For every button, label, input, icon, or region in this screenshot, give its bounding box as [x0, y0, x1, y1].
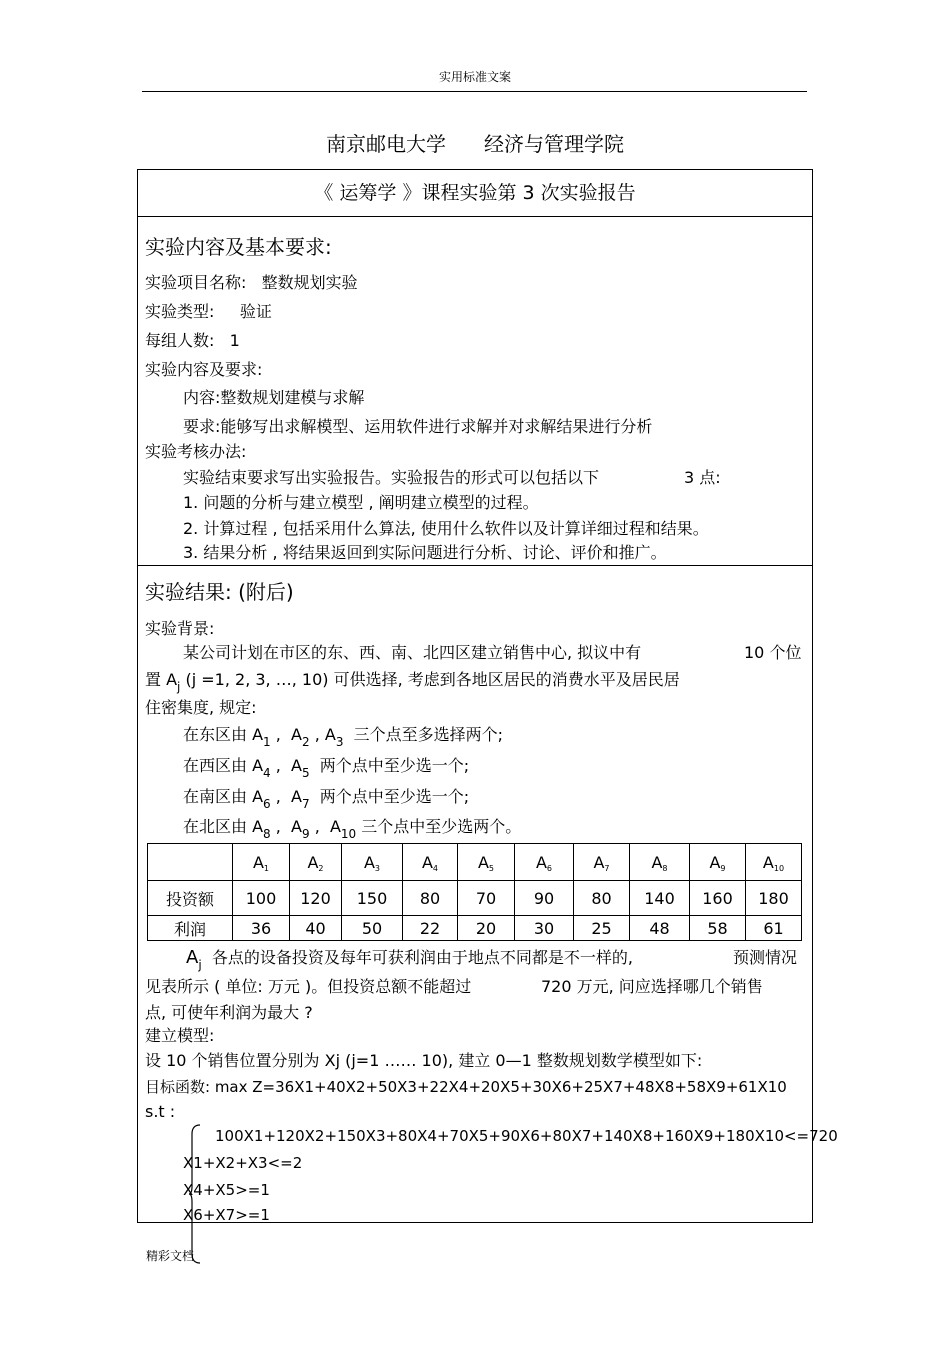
constraint-brace-icon: [188, 1124, 202, 1264]
page-header: 实用标准文案: [438, 70, 511, 84]
table-corner-cell: [148, 844, 233, 881]
rule-west: 在西区由 $A_4$ , $A_5$ 两个点中至少选一个;: [183, 756, 470, 780]
objective-function: 目标函数: max Z=36X1+40X2+50X3+22X4+20X5+30X6+25X7+48X8+58X9+61X10: [145, 1078, 787, 1096]
header-cell: A1: [233, 844, 290, 881]
investment-table: [147, 843, 802, 941]
table-cell: 40: [290, 916, 342, 941]
report-title: 《 运筹学 》课程实验第 3 次实验报告: [138, 170, 812, 217]
point-2: 2. 计算过程 , 包括采用什么算法, 使用什么软件以及计算详细过程和结果。: [183, 519, 709, 538]
point-1: 1. 问题的分析与建立模型 , 阐明建立模型的过程。: [183, 493, 539, 512]
school-dept: 经济与管理学院: [484, 132, 624, 156]
rule-north: 在北区由 $A_8$ , $A_9$ , $A_{10}$ 三个点中至少选两个。: [183, 817, 522, 841]
table-cell: 150: [342, 881, 403, 916]
header-cell: A8: [630, 844, 690, 881]
constraint-2: X1+X2+X3<=2: [183, 1154, 303, 1172]
table-cell: 30: [515, 916, 574, 941]
table-cell: 180: [746, 881, 802, 916]
header-cell: A10: [746, 844, 802, 881]
table-cell: 36: [233, 916, 290, 941]
header-cell: A2: [290, 844, 342, 881]
after-table-line-3: 点, 可使年利润为最大 ?: [145, 1003, 313, 1022]
table-cell: 20: [458, 916, 515, 941]
req-label: 实验内容及要求:: [145, 360, 263, 379]
group-row: 每组人数: 1: [145, 331, 240, 350]
after-table-line-1: $A_j$ 各点的设备投资及每年可获利润由于地点不同都是不一样的,: [186, 947, 633, 972]
content-line: 内容:整数规划建模与求解: [183, 388, 365, 407]
point-3: 3. 结果分析 , 将结果返回到实际问题进行分析、讨论、评价和推广。: [183, 543, 667, 562]
background-label: 实验背景:: [145, 619, 215, 638]
rule-south: 在南区由 $A_6$ , $A_7$ 两个点中至少选一个;: [183, 787, 470, 811]
constraint-4: X6+X7>=1: [183, 1206, 270, 1224]
assess-count: 3 点:: [684, 468, 721, 487]
header-cell: A9: [690, 844, 746, 881]
table-cell: 61: [746, 916, 802, 941]
row-label: 利润: [148, 916, 233, 941]
header-cell: A6: [515, 844, 574, 881]
model-line: 设 10 个销售位置分别为 Xj (j=1 …… 10), 建立 0—1 整数规划数学模型如下:: [145, 1051, 703, 1070]
header-cell: A5: [458, 844, 515, 881]
type-row: 实验类型: 验证: [145, 302, 272, 321]
after-table-line-2b: 720 万元, 问应选择哪几个销售: [541, 977, 763, 996]
section-divider: [138, 565, 812, 566]
background-line-3: 住密集度, 规定:: [145, 698, 257, 717]
background-line-2: 置 $A_j$ (j =1, 2, 3, …, 10) 可供选择, 考虑到各地区居民的消费水平及居民居: [145, 670, 680, 694]
header-cell: A4: [403, 844, 458, 881]
table-cell: 70: [458, 881, 515, 916]
school-title: [0, 128, 950, 157]
table-cell: 160: [690, 881, 746, 916]
table-cell: 25: [574, 916, 630, 941]
school-name: 南京邮电大学: [326, 132, 446, 156]
assess-label: 实验考核办法:: [145, 442, 247, 461]
section1-heading: 实验内容及基本要求:: [145, 235, 332, 259]
after-table-line-2a: 见表所示 ( 单位: 万元 )。但投资总额不能超过: [145, 977, 472, 996]
rule-east: 在东区由 $A_1$ , $A_2$ , $A_3$ 三个点至多选择两个;: [183, 725, 504, 749]
section2-heading: 实验结果: (附后): [145, 580, 294, 604]
project-row: 实验项目名称: 整数规划实验: [145, 273, 358, 292]
require-line: 要求:能够写出求解模型、运用软件进行求解并对求解结果进行分析: [183, 417, 653, 436]
row-label: 投资额: [148, 881, 233, 916]
table-cell: 140: [630, 881, 690, 916]
after-table-line-1b: 预测情况: [733, 948, 798, 967]
table-row-investment: [148, 881, 802, 916]
header-cell: A7: [574, 844, 630, 881]
constraint-3: X4+X5>=1: [183, 1181, 270, 1199]
header-cell: A3: [342, 844, 403, 881]
table-cell: 48: [630, 916, 690, 941]
st-label: s.t :: [145, 1102, 176, 1121]
table-cell: 22: [403, 916, 458, 941]
table-cell: 80: [574, 881, 630, 916]
header-rule: [142, 91, 807, 92]
constraint-1: 100X1+120X2+150X3+80X4+70X5+90X6+80X7+140X8+160X9+180X10<=720: [215, 1127, 838, 1145]
page-footer: 精彩文档: [146, 1249, 195, 1263]
background-line-1b: 10 个位: [744, 643, 802, 662]
table-cell: 90: [515, 881, 574, 916]
table-header-row: [148, 844, 802, 881]
table-row-profit: [148, 916, 802, 941]
report-frame: [137, 169, 838, 1224]
table-cell: 80: [403, 881, 458, 916]
background-line-1a: 某公司计划在市区的东、西、南、北四区建立销售中心, 拟议中有: [183, 643, 642, 662]
table-cell: 58: [690, 916, 746, 941]
table-cell: 50: [342, 916, 403, 941]
table-cell: 100: [233, 881, 290, 916]
table-cell: 120: [290, 881, 342, 916]
assess-line: 实验结束要求写出实验报告。实验报告的形式可以包括以下: [183, 468, 600, 487]
model-label: 建立模型:: [145, 1026, 215, 1045]
